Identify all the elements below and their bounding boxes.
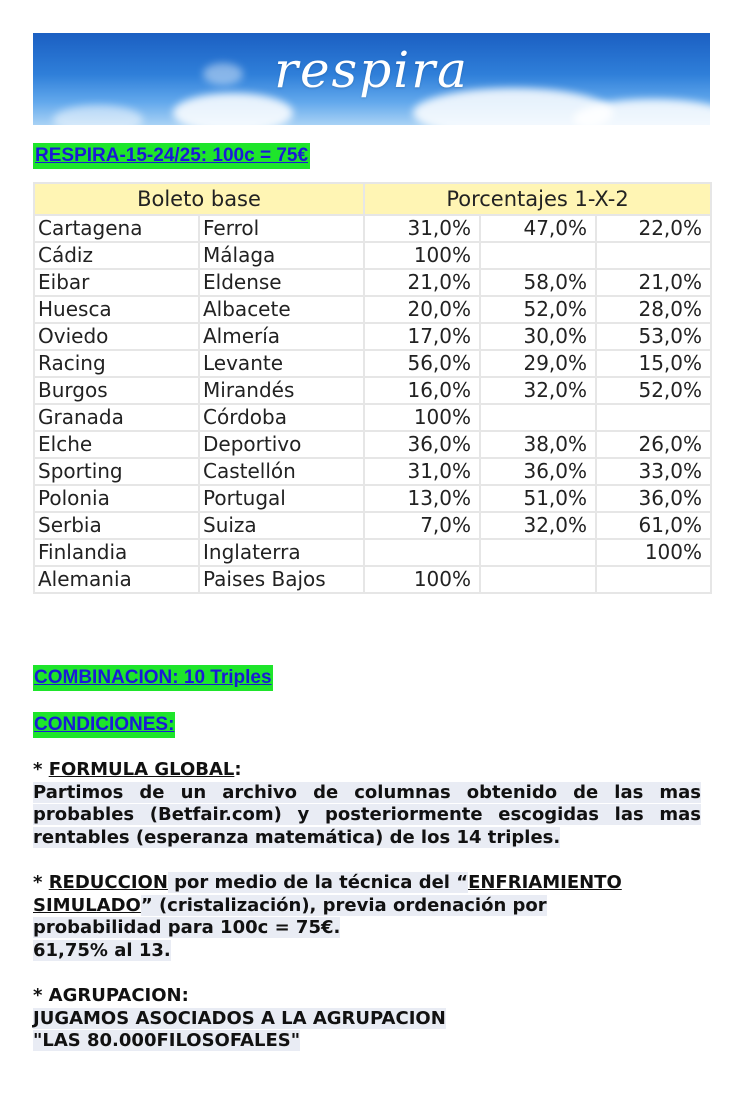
- table-row: [34, 458, 711, 485]
- away-team-cell: Portugal: [199, 485, 364, 512]
- table-row: [34, 242, 711, 269]
- percent-1-cell: [364, 539, 480, 566]
- percent-1-cell: 36,0%: [364, 431, 480, 458]
- respira-banner: [33, 33, 710, 125]
- percent-2-cell: 22,0%: [596, 215, 711, 242]
- table-row: [34, 377, 711, 404]
- header-boleto-base: Boleto base: [34, 183, 364, 215]
- home-team-cell: Cádiz: [34, 242, 199, 269]
- percent-2-cell: 100%: [596, 539, 711, 566]
- percent-2-cell: 28,0%: [596, 296, 711, 323]
- away-team-cell: Paises Bajos: [199, 566, 364, 593]
- percent-2-cell: 33,0%: [596, 458, 711, 485]
- reduccion-line2: 61,75% al 13.: [33, 939, 171, 961]
- percent-2-cell: 53,0%: [596, 323, 711, 350]
- percent-2-cell: 21,0%: [596, 269, 711, 296]
- away-team-cell: Albacete: [199, 296, 364, 323]
- condiciones-heading: CONDICIONES:: [33, 712, 175, 738]
- percent-x-cell: 29,0%: [480, 350, 596, 377]
- percent-2-cell: [596, 242, 711, 269]
- away-team-cell: Castellón: [199, 458, 364, 485]
- away-team-cell: Inglaterra: [199, 539, 364, 566]
- percent-1-cell: 17,0%: [364, 323, 480, 350]
- percent-2-cell: 26,0%: [596, 431, 711, 458]
- home-team-cell: Cartagena: [34, 215, 199, 242]
- percent-1-cell: 16,0%: [364, 377, 480, 404]
- home-team-cell: Granada: [34, 404, 199, 431]
- percent-x-cell: [480, 242, 596, 269]
- table-row: [34, 269, 711, 296]
- combinacion-heading: COMBINACION: 10 Triples: [33, 665, 273, 691]
- formula-text: Partimos de un archivo de columnas obtenido de las mas probables (Betfair.com) y posteriormente escogidas las mas rentables (esperanza matemática) de los 14 triples.: [33, 781, 701, 848]
- percent-1-cell: 31,0%: [364, 215, 480, 242]
- home-team-cell: Elche: [34, 431, 199, 458]
- page-title: RESPIRA-15-24/25: 100c = 75€: [33, 143, 310, 169]
- percent-1-cell: 21,0%: [364, 269, 480, 296]
- home-team-cell: Sporting: [34, 458, 199, 485]
- respira-logo: respira: [274, 41, 469, 99]
- away-team-cell: Córdoba: [199, 404, 364, 431]
- away-team-cell: Mirandés: [199, 377, 364, 404]
- agrupacion-line1: JUGAMOS ASOCIADOS A LA AGRUPACION: [33, 1007, 446, 1029]
- percent-x-cell: 30,0%: [480, 323, 596, 350]
- agrupacion-block: [33, 985, 701, 1053]
- reduccion-heading: REDUCCION: [48, 872, 168, 893]
- percent-1-cell: 100%: [364, 404, 480, 431]
- home-team-cell: Oviedo: [34, 323, 199, 350]
- table-row: [34, 215, 711, 242]
- table-row: [34, 323, 711, 350]
- percent-x-cell: 32,0%: [480, 512, 596, 539]
- home-team-cell: Eibar: [34, 269, 199, 296]
- reduccion-text-a: por medio de la técnica del “: [167, 872, 469, 893]
- reduccion-bullet: *: [33, 872, 49, 893]
- home-team-cell: Burgos: [34, 377, 199, 404]
- table-row: [34, 296, 711, 323]
- table-row: [34, 350, 711, 377]
- header-porcentajes: Porcentajes 1-X-2: [364, 183, 711, 215]
- away-team-cell: Málaga: [199, 242, 364, 269]
- away-team-cell: Suiza: [199, 512, 364, 539]
- percent-1-cell: 31,0%: [364, 458, 480, 485]
- away-team-cell: Levante: [199, 350, 364, 377]
- table-row: [34, 404, 711, 431]
- percent-x-cell: [480, 566, 596, 593]
- home-team-cell: Huesca: [34, 296, 199, 323]
- table-row: [34, 566, 711, 593]
- formula-global-block: [33, 759, 701, 849]
- percent-2-cell: [596, 566, 711, 593]
- percent-x-cell: 58,0%: [480, 269, 596, 296]
- table-row: [34, 485, 711, 512]
- percent-2-cell: 61,0%: [596, 512, 711, 539]
- reduccion-text-b: ” (cristalización), previa ordenación por probabilidad para 100c = 75€.: [33, 894, 547, 938]
- table-row: [34, 431, 711, 458]
- percent-x-cell: 47,0%: [480, 215, 596, 242]
- percent-x-cell: 51,0%: [480, 485, 596, 512]
- percent-x-cell: 38,0%: [480, 431, 596, 458]
- percent-1-cell: 13,0%: [364, 485, 480, 512]
- agrupacion-line2: "LAS 80.000FILOSOFALES": [33, 1030, 301, 1051]
- home-team-cell: Polonia: [34, 485, 199, 512]
- percent-1-cell: 100%: [364, 242, 480, 269]
- percent-x-cell: [480, 539, 596, 566]
- percent-x-cell: 36,0%: [480, 458, 596, 485]
- table-row: [34, 539, 711, 566]
- home-team-cell: Finlandia: [34, 539, 199, 566]
- percent-1-cell: 7,0%: [364, 512, 480, 539]
- away-team-cell: Ferrol: [199, 215, 364, 242]
- reduccion-emphasis: ENFRIAMIENTO SIMULADO: [33, 872, 622, 916]
- away-team-cell: Deportivo: [199, 431, 364, 458]
- percentages-table: [33, 182, 712, 594]
- formula-bullet: *: [33, 759, 49, 780]
- table-header-row: [34, 183, 711, 215]
- percent-x-cell: 32,0%: [480, 377, 596, 404]
- percent-1-cell: 100%: [364, 566, 480, 593]
- formula-heading: FORMULA GLOBAL: [48, 759, 235, 780]
- home-team-cell: Racing: [34, 350, 199, 377]
- home-team-cell: Serbia: [34, 512, 199, 539]
- percent-1-cell: 20,0%: [364, 296, 480, 323]
- percent-2-cell: 52,0%: [596, 377, 711, 404]
- percent-2-cell: 15,0%: [596, 350, 711, 377]
- percent-x-cell: [480, 404, 596, 431]
- agrupacion-heading: * AGRUPACION:: [33, 985, 189, 1006]
- home-team-cell: Alemania: [34, 566, 199, 593]
- table-row: [34, 512, 711, 539]
- away-team-cell: Eldense: [199, 269, 364, 296]
- percent-1-cell: 56,0%: [364, 350, 480, 377]
- formula-colon: :: [234, 759, 242, 780]
- percent-2-cell: 36,0%: [596, 485, 711, 512]
- percent-x-cell: 52,0%: [480, 296, 596, 323]
- reduccion-block: [33, 872, 673, 962]
- away-team-cell: Almería: [199, 323, 364, 350]
- percent-2-cell: [596, 404, 711, 431]
